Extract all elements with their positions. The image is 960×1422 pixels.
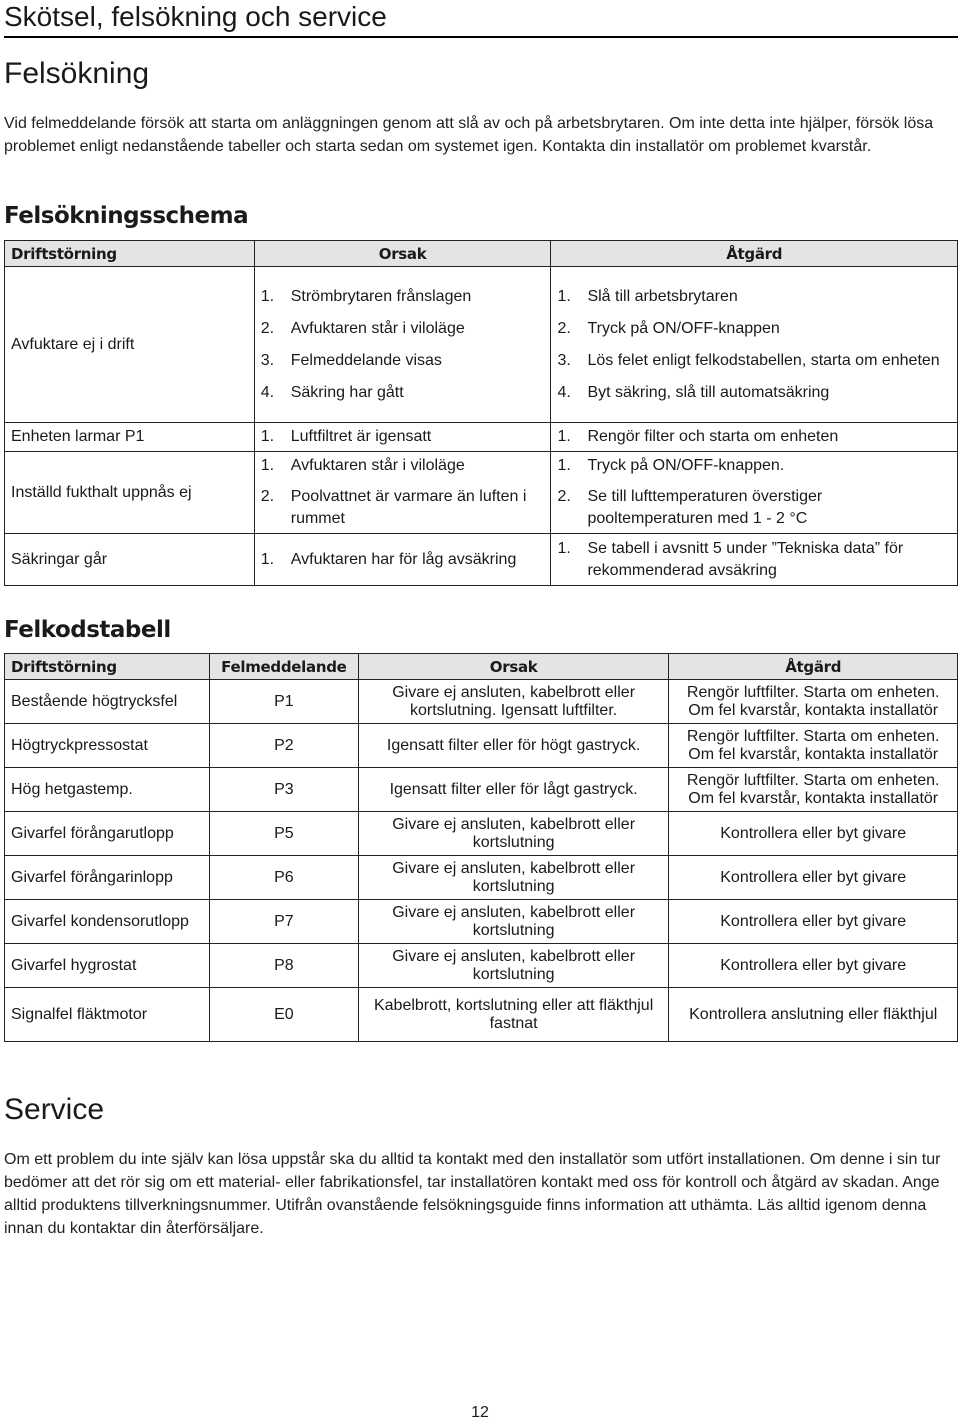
code-cell: P6 [209, 856, 358, 900]
fault-cell: Givarfel kondensorutlopp [5, 900, 210, 944]
column-header: Orsak [254, 241, 551, 267]
cause-cell [254, 534, 551, 586]
column-header: Driftstörning [5, 241, 255, 267]
column-header: Åtgärd [669, 654, 958, 680]
errorcode-table [4, 653, 958, 1042]
table-row [5, 724, 958, 768]
fault-cell: Hög hetgastemp. [5, 768, 210, 812]
cause-cell [254, 267, 551, 423]
code-cell: P7 [209, 900, 358, 944]
action-cell [551, 423, 958, 452]
table-header-row [5, 241, 958, 267]
page-title: Skötsel, felsökning och service [4, 1, 387, 32]
list-item: 2. Avfuktaren står i viloläge [260, 319, 465, 337]
cause-cell: Givare ej ansluten, kabelbrott eller kortslutning [358, 944, 669, 988]
table-row [5, 680, 958, 724]
troubleshoot-title: Felsökningsschema [4, 203, 249, 229]
list-item: 1. Luftfiltret är igensatt [260, 428, 432, 445]
table-row [5, 452, 958, 534]
fault-cell: Säkringar går [5, 534, 255, 586]
column-header: Orsak [358, 654, 669, 680]
fault-cell: Högtryckpressostat [5, 724, 210, 768]
cause-cell: Givare ej ansluten, kabelbrott eller kortslutning [358, 900, 669, 944]
table-row [5, 423, 958, 452]
table-row [5, 900, 958, 944]
table-row [5, 812, 958, 856]
column-header: Åtgärd [551, 241, 958, 267]
column-header: Felmeddelande [209, 654, 358, 680]
action-cell: Kontrollera eller byt givare [669, 812, 958, 856]
action-cell: Rengör luftfilter. Starta om enheten. Om fel kvarstår, kontakta installatör [669, 680, 958, 724]
code-cell: P8 [209, 944, 358, 988]
table-row [5, 988, 958, 1042]
action-cell: Rengör luftfilter. Starta om enheten. Om fel kvarstår, kontakta installatör [669, 724, 958, 768]
fault-cell: Avfuktare ej i drift [5, 267, 255, 423]
fault-cell: Enheten larmar P1 [5, 423, 255, 452]
action-cell [551, 267, 958, 423]
fault-cell: Givarfel förångarinlopp [5, 856, 210, 900]
intro-paragraph: Vid felmeddelande försök att starta om anläggningen genom att slå av och på arbetsbrytaren. Om inte detta inte hjälper, försök lösa problemet enligt nedanstående tabeller och starta sedan om systemet igen. Kontakta din installatör om problemet kvarstår. [4, 115, 934, 155]
list-item: 4. Byt säkring, slå till automatsäkring [557, 383, 830, 401]
list-item: 1. Rengör filter och starta om enheten [557, 428, 839, 445]
troubleshoot-table [4, 240, 958, 586]
list-item: 1. Se tabell i avsnitt 5 under ”Tekniska data” för rekommenderad avsäkring [557, 539, 904, 579]
code-cell: P2 [209, 724, 358, 768]
list-item: 1. Slå till arbetsbrytaren [557, 287, 738, 305]
cause-cell: Igensatt filter eller för lågt gastryck. [358, 768, 669, 812]
cause-cell: Givare ej ansluten, kabelbrott eller kortslutning. Igensatt luftfilter. [358, 680, 669, 724]
section-title-service: Service [4, 1093, 105, 1126]
list-item: 1. Avfuktaren har för låg avsäkring [260, 550, 517, 568]
action-cell [551, 452, 958, 534]
code-cell: E0 [209, 988, 358, 1042]
section-title-felsokning: Felsökning [4, 57, 150, 90]
page-number: 12 [471, 1404, 489, 1421]
table-row [5, 768, 958, 812]
cause-cell [254, 423, 551, 452]
cause-cell [254, 452, 551, 534]
table-header-row [5, 654, 958, 680]
action-cell [551, 534, 958, 586]
cause-cell: Givare ej ansluten, kabelbrott eller kortslutning [358, 812, 669, 856]
list-item: 1. Avfuktaren står i viloläge [260, 457, 465, 474]
fault-cell: Signalfel fläktmotor [5, 988, 210, 1042]
action-cell: Rengör luftfilter. Starta om enheten. Om fel kvarstår, kontakta installatör [669, 768, 958, 812]
list-item: 2. Tryck på ON/OFF-knappen [557, 319, 780, 337]
fault-cell: Givarfel förångarutlopp [5, 812, 210, 856]
column-header: Driftstörning [5, 654, 210, 680]
list-item: 2. Poolvattnet är varmare än luften i rummet [260, 488, 527, 527]
list-item: 1. Tryck på ON/OFF-knappen. [557, 457, 785, 474]
table-row [5, 856, 958, 900]
list-item: 4. Säkring har gått [260, 383, 404, 401]
list-item: 3. Lös felet enligt felkodstabellen, starta om enheten [557, 351, 940, 369]
code-cell: P1 [209, 680, 358, 724]
action-cell: Kontrollera anslutning eller fläkthjul [669, 988, 958, 1042]
title-rule [4, 36, 958, 38]
action-cell: Kontrollera eller byt givare [669, 900, 958, 944]
code-cell: P3 [209, 768, 358, 812]
table-row [5, 534, 958, 586]
list-item: 2. Se till lufttemperaturen överstiger pooltemperaturen med 1 - 2 °C [557, 488, 823, 527]
cause-cell: Kabelbrott, kortslutning eller att fläkthjul fastnat [358, 988, 669, 1042]
list-item: 1. Strömbrytaren frånslagen [260, 287, 472, 305]
action-cell: Kontrollera eller byt givare [669, 856, 958, 900]
list-item: 3. Felmeddelande visas [260, 351, 442, 369]
service-paragraph: Om ett problem du inte själv kan lösa uppstår ska du alltid ta kontakt med den installatör som utfört installationen. Om denne i sin tur bedömer att det rör sig om ett material- eller fabrikationsfel, tar installatören kontakt med oss för kontroll och åtgärd av skadan. Ange alltid produktens tillverkningsnummer. Utifrån ovanstående felsökningsguide finns information att uthämta. Läs alltid igenom denna innan du kontaktar din återförsäljare. [4, 1151, 941, 1237]
cause-cell: Givare ej ansluten, kabelbrott eller kortslutning [358, 856, 669, 900]
fault-cell: Givarfel hygrostat [5, 944, 210, 988]
table-row [5, 267, 958, 423]
fault-cell: Bestående högtrycksfel [5, 680, 210, 724]
fault-cell: Inställd fukthalt uppnås ej [5, 452, 255, 534]
action-cell: Kontrollera eller byt givare [669, 944, 958, 988]
code-cell: P5 [209, 812, 358, 856]
table-row [5, 944, 958, 988]
errorcodes-title: Felkodstabell [4, 617, 171, 643]
cause-cell: Igensatt filter eller för högt gastryck. [358, 724, 669, 768]
